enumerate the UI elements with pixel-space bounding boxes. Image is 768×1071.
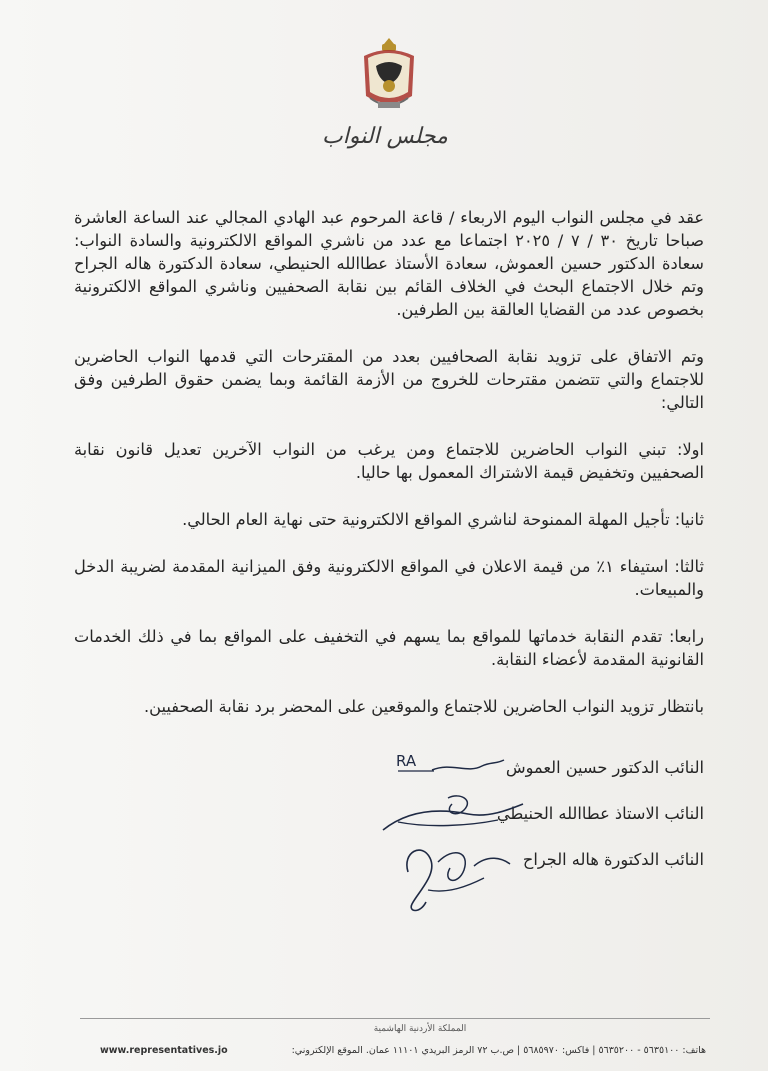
footer-contact-info: هاتف: ٥٦٣٥١٠٠ - ٥٦٣٥٢٠٠ | فاكس: ٥٦٨٥٩٧٠ | ص.ب ٧٢ الرمز البريدي ١١١٠١ عمان. الموقع الإلكتروني:: [291, 1045, 706, 1056]
coat-of-arms-icon: [356, 36, 422, 114]
council-name: مجلس النواب: [322, 124, 448, 149]
signatory-2-name: النائب الاستاذ عطاالله الحنيطي: [496, 804, 704, 823]
paragraph-point-2: ثانيا: تأجيل المهلة الممنوحة لناشري المواقع الالكترونية حتى نهاية العام الحالي.: [182, 510, 704, 529]
footer-organization: المملكة الأردنية الهاشمية: [373, 1024, 467, 1034]
paragraph-agreement: وتم الاتفاق على تزويد نقابة الصحافيين بعدد من المقترحات التي قدمها النواب الحاضرين للاجتماع والتي تتضمن مقترحات للخروج من الأزمة القائمة وبما يضمن حقوق الطرفين وفق التالي:: [74, 347, 704, 412]
signatories-block: [380, 756, 704, 894]
footer-website-link[interactable]: www.representatives.jo: [100, 1045, 228, 1056]
signatory-1-name: النائب الدكتور حسين العموش: [505, 758, 704, 777]
paragraph-point-4: رابعا: تقدم النقابة خدماتها للمواقع بما يسهم في التخفيف على المواقع بما في ذلك الخدمات القانونية المقدمة لأعضاء النقابة.: [74, 627, 704, 669]
signature-1-initials: RA: [396, 752, 417, 770]
letter-body: [74, 206, 704, 742]
paragraph-point-3: ثالثا: استيفاء ١٪ من قيمة الاعلان في المواقع الالكترونية وفق الميزانية المقدمة لضريبة الدخل والمبيعات.: [74, 557, 704, 599]
footer-divider: [80, 1018, 710, 1019]
paragraph-point-1: اولا: تبني النواب الحاضرين للاجتماع ومن يرغب من النواب الآخرين تعديل قانون نقابة الصحفيين وتخفيض قيمة الاشتراك المعمول بها حاليا.: [74, 440, 704, 482]
signatory-3-name: النائب الدكتورة هاله الجراح: [522, 850, 704, 869]
paragraph-intro: عقد في مجلس النواب اليوم الاربعاء / قاعة المرحوم عبد الهادي المجالي عند الساعة العاشرة صباحا تاريخ ٣٠ / ٧ / ٢٠٢٥ اجتماعا مع عدد من ناشري المواقع الالكترونية والسادة النواب: سعادة الدكتور حسين العموش، سعادة الأستاذ عطاالله الحنيطي، سعادة الدكتورة هاله الجراح وتم خلال الاجتماع البحث في الخلاف القائم بين نقابة الصحفيين وناشري المواقع الالكترونية بخصوص عدد من القضايا العالقة بين الطرفين.: [74, 208, 704, 319]
paragraph-closing: بانتظار تزويد النواب الحاضرين للاجتماع والموقعين على المحضر برد نقابة الصحفيين.: [144, 697, 704, 716]
